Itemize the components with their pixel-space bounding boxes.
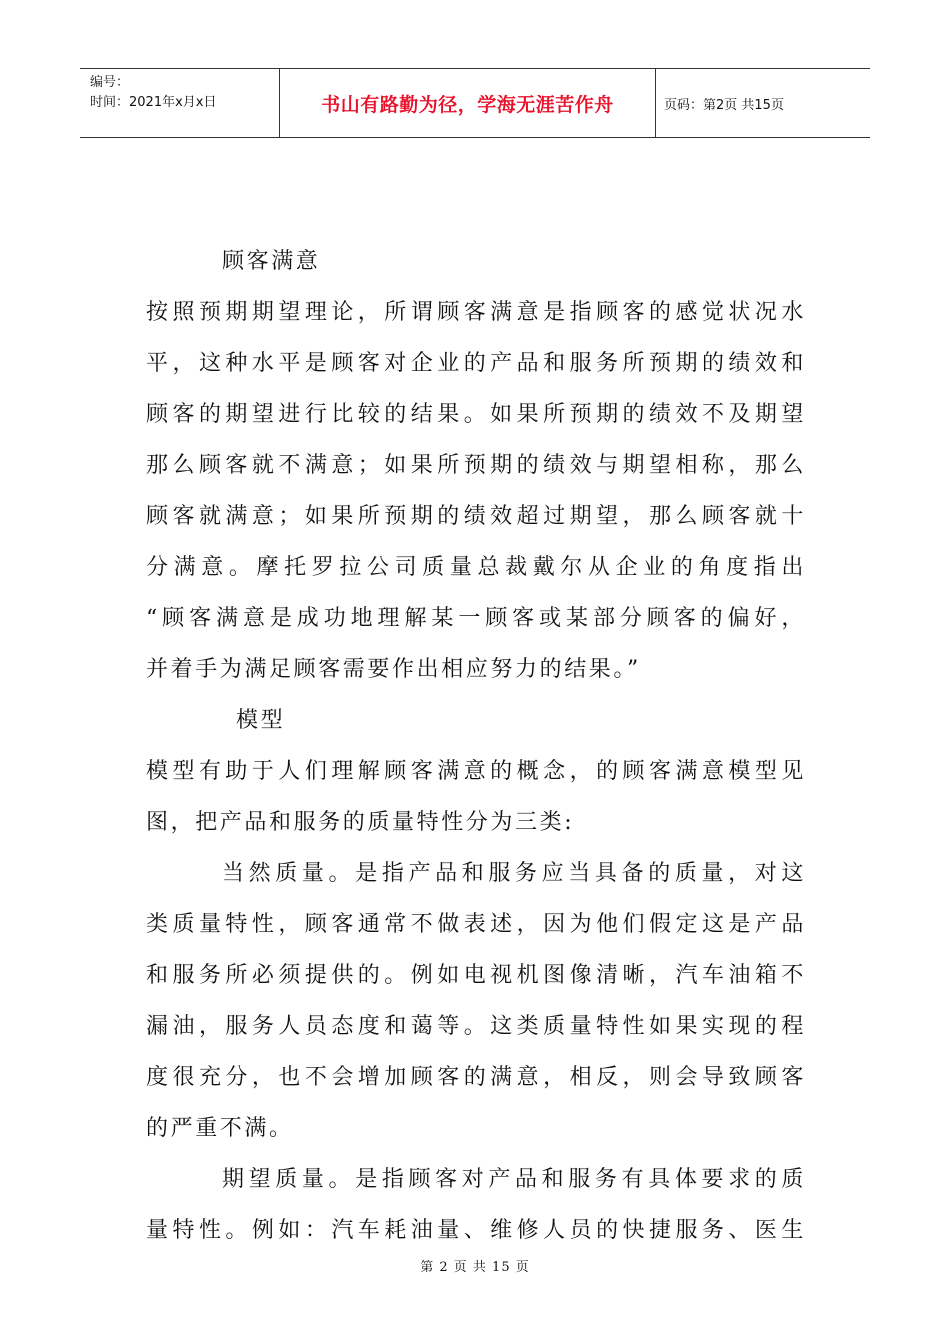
paragraph-line: 类质量特性，顾客通常不做表述，因为他们假定这是产品	[146, 912, 806, 937]
paragraph-line: 和服务所必须提供的。例如电视机图像清晰，汽车油箱不	[146, 963, 806, 988]
paragraph-line: 图，把产品和服务的质量特性分为三类:	[146, 810, 575, 835]
paragraph-line: 平，这种水平是顾客对企业的产品和服务所预期的绩效和	[146, 351, 806, 376]
paragraph-line: 量特性。例如：汽车耗油量、维修人员的快捷服务、医生	[146, 1218, 806, 1243]
paragraph-line: 按照预期期望理论，所谓顾客满意是指顾客的感觉状况水	[146, 300, 806, 325]
paragraph-line: “顾客满意是成功地理解某一顾客或某部分顾客的偏好，	[146, 606, 806, 631]
page-footer: 第 2 页 共 15 页	[420, 1260, 530, 1275]
paragraph-line: 漏油，服务人员态度和蔼等。这类质量特性如果实现的程	[146, 1014, 806, 1039]
paragraph-line: 分满意。摩托罗拉公司质量总裁戴尔从企业的角度指出	[146, 555, 806, 580]
paragraph-line: 顾客的期望进行比较的结果。如果所预期的绩效不及期望	[146, 402, 806, 427]
section-heading-model: 模型	[236, 708, 286, 733]
paragraph-line: 并着手为满足顾客需要作出相应努力的结果。”	[146, 657, 641, 682]
document-time-label: 时间：2021年x月x日	[90, 95, 217, 110]
paragraph-line: 的严重不满。	[146, 1116, 294, 1141]
paragraph-line: 当然质量。是指产品和服务应当具备的质量，对这	[222, 861, 806, 886]
header-page-info: 页码：第2页 共15页	[664, 97, 784, 113]
page-header	[80, 68, 870, 138]
document-body	[146, 236, 806, 1256]
section-heading-customer-satisfaction: 顾客满意	[222, 249, 321, 274]
paragraph-line: 顾客就满意；如果所预期的绩效超过期望，那么顾客就十	[146, 504, 806, 529]
paragraph-line: 期望质量。是指顾客对产品和服务有具体要求的质	[222, 1167, 806, 1192]
paragraph-line: 模型有助于人们理解顾客满意的概念，的顾客满意模型见	[146, 759, 806, 784]
paragraph-line: 那么顾客就不满意；如果所预期的绩效与期望相称，那么	[146, 453, 806, 478]
paragraph-line: 度很充分，也不会增加顾客的满意，相反，则会导致顾客	[146, 1065, 806, 1090]
header-meta	[80, 69, 280, 137]
header-motto: 书山有路勤为径，学海无涯苦作舟	[280, 69, 656, 137]
document-number-label: 编号：	[90, 75, 130, 90]
